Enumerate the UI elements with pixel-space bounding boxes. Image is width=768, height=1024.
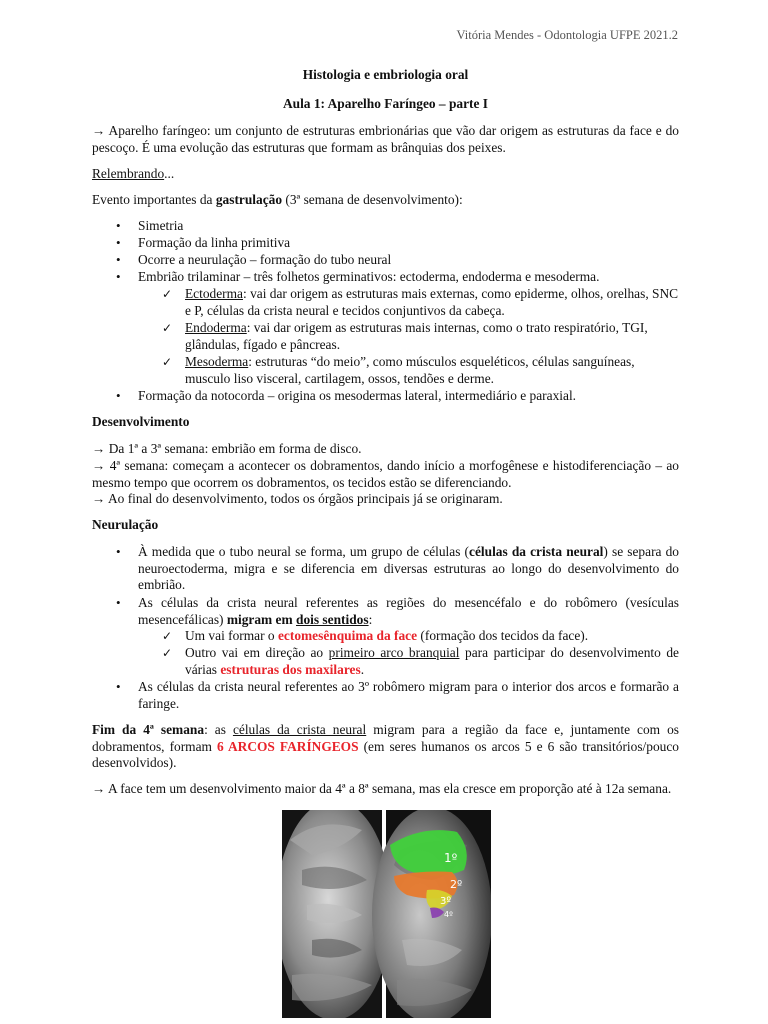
- text-span: ) se separa do neuroectoderma, migra e se diferencia em diversas estruturas ao longo do desenvolvimento do embrião.: [138, 544, 679, 593]
- text-span: migram para a região da face e, juntamente com os dobramentos, formam: [92, 722, 679, 754]
- text-bold: Fim da 4ª semana: [92, 722, 205, 737]
- check-term: Endoderma: [185, 320, 247, 335]
- document-subtitle: Aula 1: Aparelho Faríngeo – parte I: [282, 96, 489, 111]
- relembrando-line: [92, 166, 679, 183]
- desenvolvimento-line-3: → Ao final do desenvolvimento, todos os órgãos principais já se originaram.: [92, 491, 503, 506]
- intro-text: Aparelho faríngeo: um conjunto de estruturas embrionárias que vão dar origem as estruturas da face e do pescoço. É uma evolução das estruturas que formam as brânquias dos peixes.: [92, 123, 679, 155]
- embryo-figure-svg: [282, 810, 491, 1018]
- checkmark-icon: ✓: [162, 355, 173, 369]
- relembrando-suffix: ...: [164, 166, 175, 181]
- list-item-text: Formação da linha primitiva: [138, 235, 291, 250]
- text-red: ectomesênquima da face: [277, 628, 418, 643]
- check-text: : vai dar origem as estruturas mais internas, como o trato respiratório, TGI, glândulas, fígado e pâncreas.: [185, 320, 648, 352]
- bullet-icon: •: [116, 269, 121, 284]
- arch-3-label: 3º: [440, 896, 452, 907]
- text-red: 6 ARCOS FARÍNGEOS: [217, 738, 359, 754]
- checkmark-icon: ✓: [162, 321, 173, 335]
- fim-4-semana-paragraph: [92, 722, 679, 772]
- checkmark-icon: ✓: [162, 287, 173, 301]
- list-item-text: Ocorre a neurulação – formação do tubo neural: [138, 252, 392, 267]
- bullet-icon: •: [116, 679, 121, 694]
- text-span: (formação dos tecidos da face).: [417, 628, 589, 643]
- text-span: :: [368, 611, 373, 627]
- gastrulacao-pre: Evento importantes da: [92, 192, 216, 207]
- desenvolvimento-line-1: → Da 1ª a 3ª semana: embrião em forma de disco.: [92, 441, 362, 456]
- text-bold: células da crista neural: [469, 544, 604, 559]
- bullet-icon: •: [116, 218, 121, 233]
- bullet-icon: •: [116, 252, 121, 267]
- list-item-text: Embrião trilaminar – três folhetos germinativos: ectoderma, endoderma e mesoderma.: [138, 269, 600, 284]
- list-item-text: Simetria: [138, 218, 184, 233]
- text-span: (em seres humanos os arcos 5 e 6 são transitórios/pouco desenvolvidos).: [92, 738, 679, 771]
- embryo-figure: [282, 810, 491, 1018]
- relembrando-label: Relembrando: [92, 166, 165, 181]
- check-term: Ectoderma: [185, 286, 243, 301]
- bullet-icon: •: [116, 544, 121, 559]
- gastrulacao-bold: gastrulação: [215, 192, 283, 207]
- text-span: À medida que o tubo neural se forma, um grupo de células (: [138, 544, 470, 559]
- checkmark-icon: ✓: [162, 629, 173, 643]
- checkmark-icon: ✓: [162, 646, 173, 660]
- list-item-text: As células da crista neural referentes ao 3º robômero migram para o interior dos arcos e formarão a faringe.: [138, 679, 679, 711]
- intro-arrow: →: [92, 123, 106, 138]
- section-heading-desenvolvimento: Desenvolvimento: [92, 414, 190, 429]
- text-span: : as: [204, 722, 233, 737]
- section-heading-neurulacao: Neurulação: [92, 517, 159, 532]
- intro-paragraph: [92, 123, 679, 156]
- text-span: .: [360, 661, 365, 677]
- check-term: Mesoderma: [185, 354, 249, 369]
- text-bold: migram em: [226, 611, 297, 627]
- text-underline: células da crista neural: [232, 722, 367, 737]
- gastrulacao-post: (3ª semana de desenvolvimento):: [282, 192, 463, 207]
- bullet-icon: •: [116, 235, 121, 250]
- list-item-text: Formação da notocorda – origina os mesodermas lateral, intermediário e paraxial.: [138, 388, 577, 403]
- arch-1-label: 1º: [444, 851, 458, 865]
- text-bold-underline: dois sentidos: [296, 611, 369, 627]
- face-paragraph: → A face tem um desenvolvimento maior da 4ª a 8ª semana, mas ela cresce em proporção até à 12a semana.: [92, 781, 672, 796]
- document-title: Histologia e embriologia oral: [302, 67, 469, 82]
- text-span: Um vai formar o: [185, 628, 278, 643]
- text-red: estruturas dos maxilares: [220, 661, 361, 677]
- text-span: para participar do desenvolvimento de várias: [185, 645, 679, 677]
- arch-2-label: 2º: [450, 878, 463, 891]
- text-underline: primeiro arco branquial: [328, 645, 460, 660]
- header-author: Vitória Mendes - Odontologia UFPE 2021.2: [456, 28, 678, 42]
- gastrulacao-line: [92, 192, 679, 209]
- bullet-icon: •: [116, 388, 121, 403]
- text-span: Outro vai em direção ao: [185, 645, 329, 660]
- embryo-right-panel: [372, 810, 491, 1018]
- check-text: : estruturas “do meio”, como músculos esqueléticos, células sanguíneas, musculo liso visceral, cartilagem, ossos, tendões e derme.: [185, 354, 635, 386]
- bullet-icon: •: [116, 595, 121, 610]
- check-text: : vai dar origem as estruturas mais externas, como epiderme, olhos, orelhas, SNC e P, células da crista neural e tecidos conjuntivos da cabeça.: [185, 286, 679, 318]
- text-span: As células da crista neural referentes as regiões do mesencéfalo e do robômero (vesículas mesencefálicas): [138, 595, 679, 627]
- arch-4-label: 4º: [444, 910, 453, 919]
- desenvolvimento-line-2: → 4ª semana: começam a acontecer os dobramentos, dando início a morfogênese e histodiferenciação – ao mesmo tempo que ocorrem os dobramentos, os tecidos estão se diferenciando.: [92, 458, 679, 490]
